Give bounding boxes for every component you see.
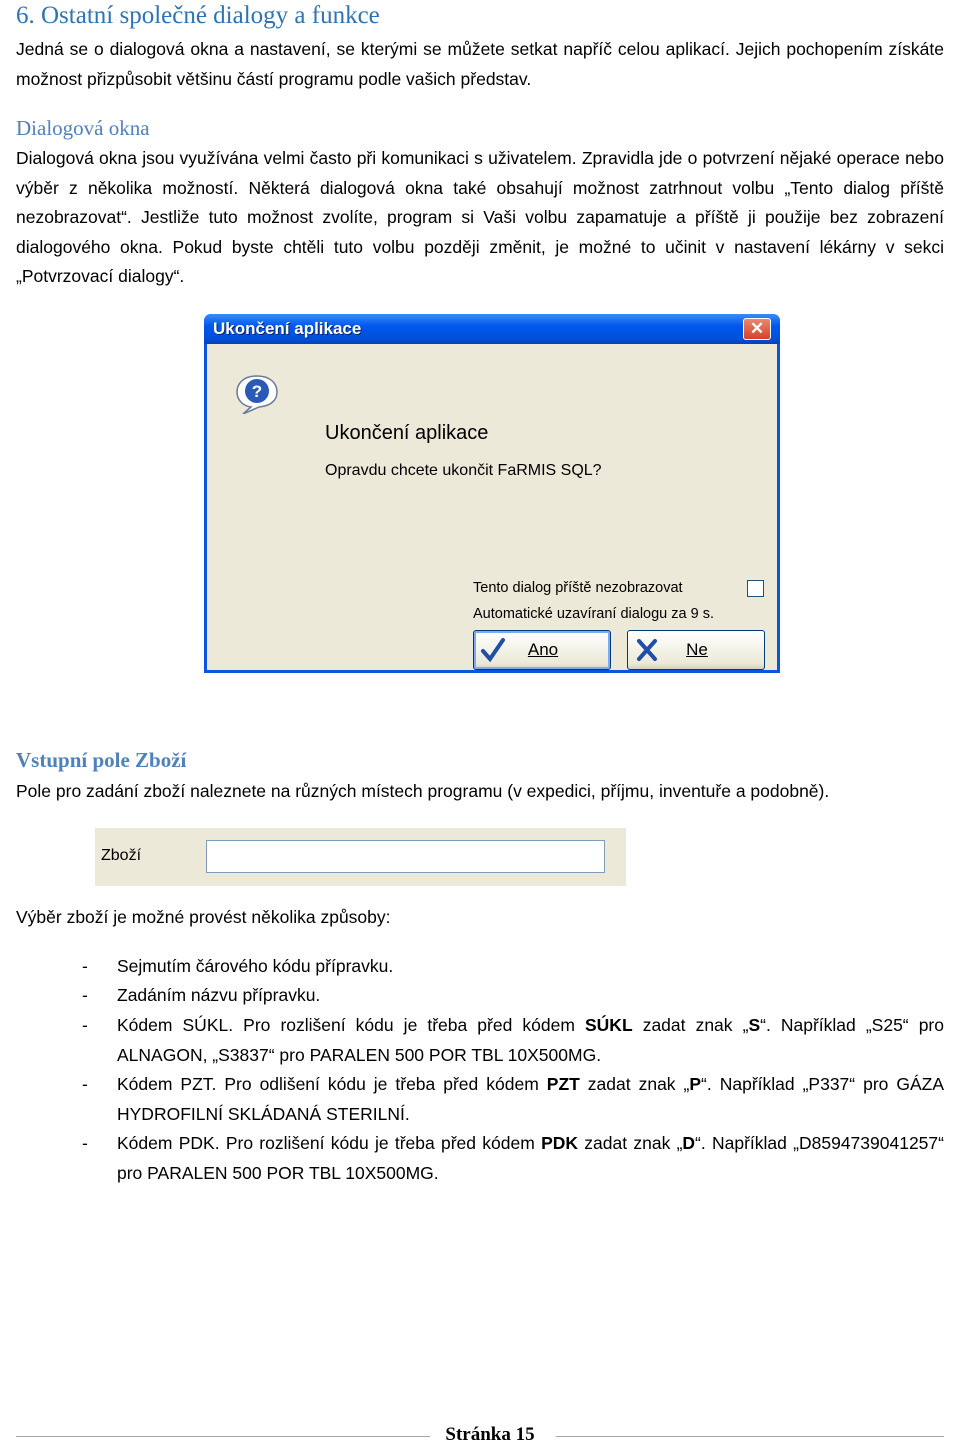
list-marker: - [82, 1074, 88, 1094]
no-button[interactable] [627, 630, 765, 670]
section-title-dialogs: Dialogová okna [16, 116, 150, 140]
page-number: Stránka 15 [430, 1424, 550, 1446]
exit-dialog [204, 314, 780, 673]
dont-show-label: Tento dialog příště nezobrazovat [473, 580, 683, 596]
intro-paragraph: Jedná se o dialogová okna a nastavení, se kterými se můžete setkat napříč celou aplikací. Jejich pochopením získáte možnost přizpůsobit většinu částí programu podle vašich představ. [16, 39, 944, 89]
svg-text:?: ? [251, 382, 263, 401]
auto-close-text: Automatické uzavíraní dialogu za 9 s. [473, 606, 714, 622]
list-item-text: Zadáním názvu přípravku. [117, 985, 321, 1005]
question-icon [235, 374, 279, 414]
no-label: Ne [686, 640, 708, 659]
selection-intro: Výběr zboží je možné provést několika způsoby: [16, 907, 391, 927]
list-item [82, 1070, 944, 1129]
list-marker: - [82, 1015, 88, 1035]
goods-paragraph: Pole pro zadání zboží naleznete na různých místech programu (v expedici, příjmu, inventuře a podobně). [16, 781, 830, 801]
dialogs-paragraph [16, 144, 944, 292]
section-title-goods-field: Vstupní pole Zboží [16, 748, 187, 772]
dialog-titlebar [204, 314, 780, 344]
list-item-text: Kódem PDK. Pro rozlišení kódu je třeba před kódem PDK zadat znak „D“. Například „D8594739041257“ pro PARALEN 500 POR TBL 10X500MG. [117, 1133, 944, 1183]
dont-show-checkbox[interactable] [747, 580, 764, 597]
list-marker: - [82, 956, 88, 976]
dialogs-text-1: Dialogová okna jsou využívána velmi často při komunikaci s uživatelem. Zpravidla jde o potvrzení nějaké operace nebo výběr z několika možností. [16, 148, 944, 198]
goods-input[interactable] [206, 840, 605, 873]
yes-label: Ano [527, 640, 559, 659]
list-item-text: Kódem PZT. Pro odlišení kódu je třeba před kódem PZT zadat znak „P“. Například „P337“ pro GÁZA HYDROFILNÍ SKLÁDANÁ STERILNÍ. [117, 1074, 944, 1124]
dialog-title: Ukončení aplikace [213, 319, 362, 338]
list-item-text: Kódem SÚKL. Pro rozlišení kódu je třeba před kódem SÚKL zadat znak „S“. Například „S25“ pro ALNAGON, „S3837“ pro PARALEN 500 POR TBL 10X500MG. [117, 1015, 944, 1065]
list-marker: - [82, 1133, 88, 1153]
close-button[interactable]: ✕ [743, 318, 771, 340]
yes-button[interactable] [473, 630, 611, 670]
list-marker: - [82, 985, 88, 1005]
list-item [82, 1011, 944, 1070]
dialog-body [207, 344, 777, 670]
goods-field-panel [95, 828, 626, 886]
dialog-question: Opravdu chcete ukončit FaRMIS SQL? [325, 462, 602, 479]
footer-rule-left [16, 1436, 430, 1437]
page-heading: 6. Ostatní společné dialogy a funkce [16, 2, 380, 29]
list-item-text: Sejmutím čárového kódu přípravku. [117, 956, 394, 976]
list-item [82, 1129, 944, 1188]
footer-rule-right [556, 1436, 944, 1437]
list-item [82, 952, 944, 982]
dialog-heading: Ukončení aplikace [325, 422, 489, 444]
dialogs-text-2: Některá dialogová okna také obsahují možnost zatrhnout volbu „Tento dialog příště nezobrazovat“. Jestliže tuto možnost zvolíte, program si Vaši volbu zapamatuje a příště ji použije bez zobrazení dialogového okna. Pokud byste chtěli tuto volbu později změnit, je možné to učinit v nastavení lékárny v sekci „Potvrzovací dialogy“. [16, 177, 944, 286]
list-item [82, 981, 944, 1011]
goods-field-label: Zboží [101, 847, 142, 864]
